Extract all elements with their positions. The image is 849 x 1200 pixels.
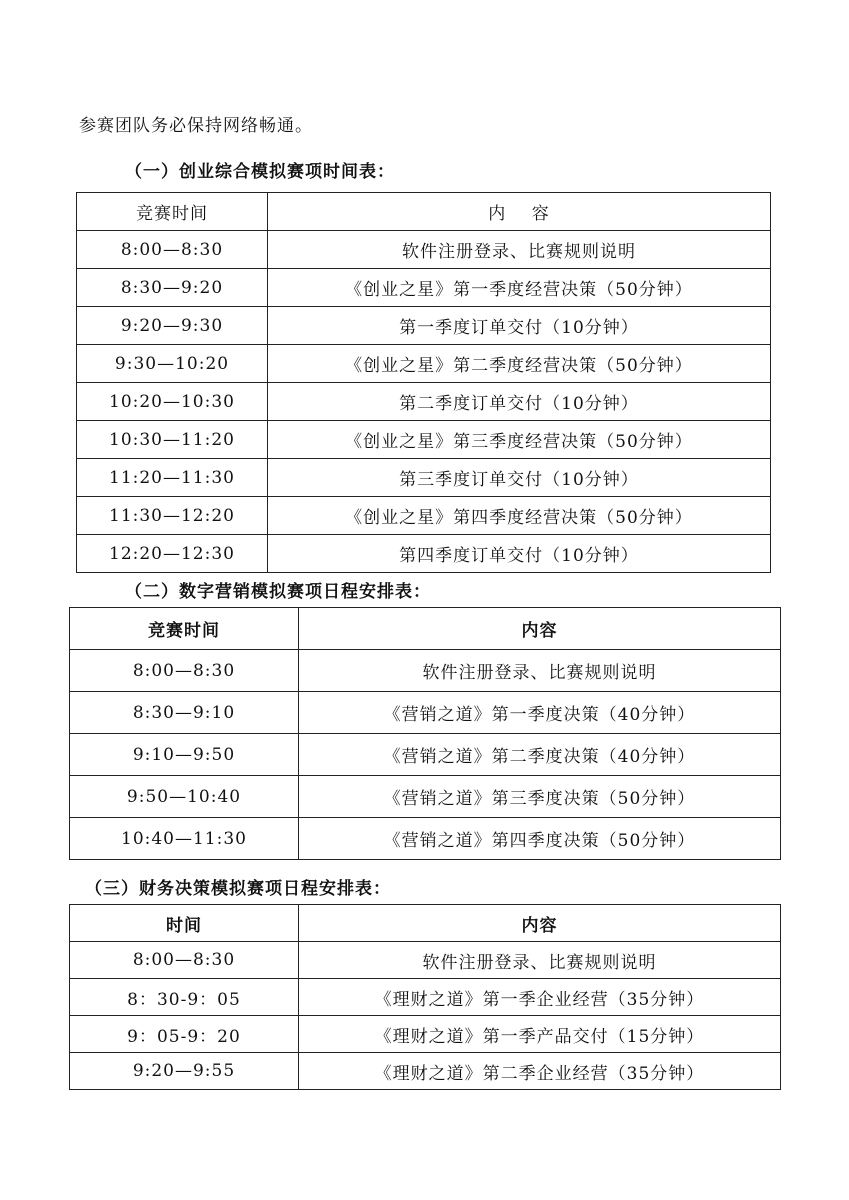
table-row bbox=[77, 345, 771, 383]
table-row bbox=[77, 269, 771, 307]
intro-paragraph: 参赛团队务必保持网络畅通。 bbox=[79, 116, 313, 136]
table-row bbox=[70, 942, 781, 979]
cell-content: 《理财之道》第一季产品交付（15分钟） bbox=[299, 1016, 781, 1053]
cell-content: 软件注册登录、比赛规则说明 bbox=[299, 650, 781, 692]
cell-content: 《营销之道》第三季度决策（50分钟） bbox=[299, 776, 781, 818]
section2-heading: （二）数字营销模拟赛项日程安排表： bbox=[125, 582, 431, 602]
table-row bbox=[77, 383, 771, 421]
cell-time: 9：05-9：20 bbox=[70, 1016, 299, 1053]
table-row bbox=[70, 734, 781, 776]
header-time: 竞赛时间 bbox=[70, 608, 299, 650]
table-row bbox=[77, 421, 771, 459]
table-row bbox=[77, 459, 771, 497]
section1-heading: （一）创业综合模拟赛项时间表： bbox=[125, 162, 395, 182]
cell-content: 《理财之道》第一季企业经营（35分钟） bbox=[299, 979, 781, 1016]
table-row bbox=[70, 1016, 781, 1053]
table-row bbox=[77, 535, 771, 573]
table-row bbox=[70, 692, 781, 734]
table-row bbox=[77, 497, 771, 535]
header-content: 内容 bbox=[299, 905, 781, 942]
cell-time: 8:00—8:30 bbox=[77, 231, 268, 269]
cell-content: 《营销之道》第一季度决策（40分钟） bbox=[299, 692, 781, 734]
cell-time: 8:30—9:20 bbox=[77, 269, 268, 307]
cell-time: 11:20—11:30 bbox=[77, 459, 268, 497]
table-header-row bbox=[70, 905, 781, 942]
table-row bbox=[70, 776, 781, 818]
cell-content: 第四季度订单交付（10分钟） bbox=[268, 535, 771, 573]
cell-time: 8：30-9：05 bbox=[70, 979, 299, 1016]
schedule-table-financial-decision bbox=[69, 904, 781, 1090]
cell-time: 10:30—11:20 bbox=[77, 421, 268, 459]
table-row bbox=[77, 307, 771, 345]
cell-content: 软件注册登录、比赛规则说明 bbox=[299, 942, 781, 979]
cell-time: 8:00—8:30 bbox=[70, 650, 299, 692]
cell-time: 8:00—8:30 bbox=[70, 942, 299, 979]
table-row bbox=[70, 650, 781, 692]
cell-content: 《创业之星》第一季度经营决策（50分钟） bbox=[268, 269, 771, 307]
cell-content: 第三季度订单交付（10分钟） bbox=[268, 459, 771, 497]
cell-time: 9:20—9:30 bbox=[77, 307, 268, 345]
cell-time: 11:30—12:20 bbox=[77, 497, 268, 535]
cell-content: 《创业之星》第二季度经营决策（50分钟） bbox=[268, 345, 771, 383]
cell-time: 10:20—10:30 bbox=[77, 383, 268, 421]
header-time: 时间 bbox=[70, 905, 299, 942]
table-row bbox=[70, 979, 781, 1016]
schedule-table-entrepreneurship bbox=[76, 192, 771, 573]
cell-content: 第二季度订单交付（10分钟） bbox=[268, 383, 771, 421]
cell-content: 《营销之道》第四季度决策（50分钟） bbox=[299, 818, 781, 860]
cell-time: 8:30—9:10 bbox=[70, 692, 299, 734]
cell-time: 9:50—10:40 bbox=[70, 776, 299, 818]
cell-time: 10:40—11:30 bbox=[70, 818, 299, 860]
schedule-table-digital-marketing bbox=[69, 607, 781, 860]
section3-heading: （三）财务决策模拟赛项日程安排表： bbox=[85, 879, 391, 899]
header-content: 内容 bbox=[299, 608, 781, 650]
cell-content: 《创业之星》第四季度经营决策（50分钟） bbox=[268, 497, 771, 535]
cell-content: 《创业之星》第三季度经营决策（50分钟） bbox=[268, 421, 771, 459]
cell-content: 软件注册登录、比赛规则说明 bbox=[268, 231, 771, 269]
table-row bbox=[70, 818, 781, 860]
cell-content: 第一季度订单交付（10分钟） bbox=[268, 307, 771, 345]
cell-content: 《理财之道》第二季企业经营（35分钟） bbox=[299, 1053, 781, 1090]
header-content: 内 容 bbox=[268, 193, 771, 231]
cell-time: 12:20—12:30 bbox=[77, 535, 268, 573]
table-header-row bbox=[77, 193, 771, 231]
cell-time: 9:10—9:50 bbox=[70, 734, 299, 776]
header-time: 竞赛时间 bbox=[77, 193, 268, 231]
table-header-row bbox=[70, 608, 781, 650]
table-row bbox=[70, 1053, 781, 1090]
cell-content: 《营销之道》第二季度决策（40分钟） bbox=[299, 734, 781, 776]
cell-time: 9:20—9:55 bbox=[70, 1053, 299, 1090]
table-row bbox=[77, 231, 771, 269]
cell-time: 9:30—10:20 bbox=[77, 345, 268, 383]
